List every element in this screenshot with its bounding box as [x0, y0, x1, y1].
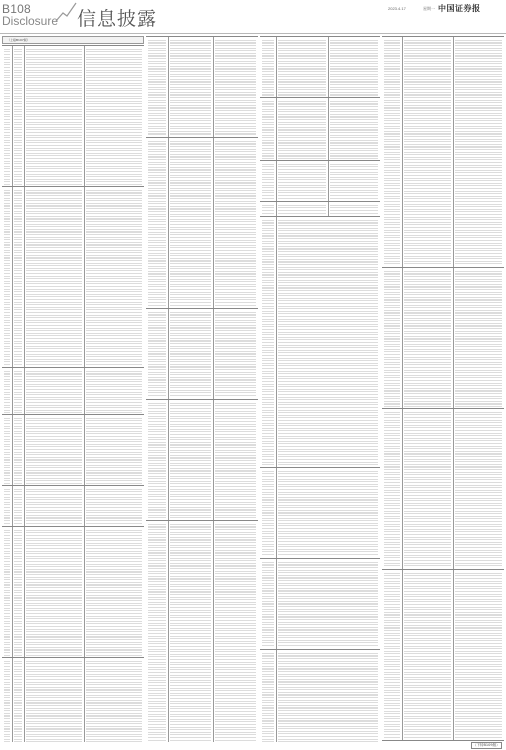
- table-cell: [260, 202, 277, 216]
- cell-text-block: [146, 521, 168, 742]
- cell-text-block: [168, 521, 213, 742]
- table-cell: [260, 161, 277, 201]
- table-cell: [260, 37, 277, 97]
- cell-text-block: [12, 187, 24, 367]
- table-cell: [328, 37, 380, 97]
- cell-text-block: [402, 268, 453, 408]
- cell-text-block: [213, 400, 258, 520]
- table-cell: [453, 37, 504, 267]
- table-row: [260, 202, 380, 217]
- continued-next-page-label: （下转B109版）: [473, 743, 500, 747]
- table-row: [146, 400, 258, 521]
- cell-text-block: [328, 202, 380, 216]
- cell-text-block: [24, 46, 84, 186]
- cell-text-block: [276, 650, 380, 742]
- table-cell: [84, 658, 144, 742]
- cell-text-block: [12, 658, 24, 742]
- table-row: [2, 527, 144, 658]
- cell-text-block: [402, 570, 453, 740]
- cell-text-block: [276, 468, 380, 558]
- table-cell: [213, 309, 258, 399]
- table-cell: [24, 46, 85, 186]
- cell-text-block: [2, 46, 12, 186]
- table-cell: [382, 268, 403, 408]
- table-row: [260, 468, 380, 559]
- cell-text-block: [453, 570, 504, 740]
- cell-text-block: [84, 415, 144, 485]
- cell-text-block: [2, 187, 12, 367]
- amendment-table-3: [260, 36, 380, 742]
- cell-text-block: [2, 368, 12, 414]
- table-cell: [260, 468, 277, 558]
- cell-text-block: [146, 138, 168, 308]
- cell-text-block: [2, 658, 12, 742]
- column-1: [2, 36, 144, 742]
- cell-text-block: [213, 138, 258, 308]
- column-3: [260, 36, 380, 742]
- cell-text-block: [453, 409, 504, 569]
- table-cell: [382, 37, 403, 267]
- table-cell: [24, 658, 85, 742]
- cell-text-block: [12, 46, 24, 186]
- cell-text-block: [84, 658, 144, 742]
- table-cell: [213, 400, 258, 520]
- cell-text-block: [382, 37, 402, 267]
- table-cell: [453, 268, 504, 408]
- table-cell: [276, 98, 329, 160]
- cell-text-block: [260, 98, 276, 160]
- cell-text-block: [84, 187, 144, 367]
- table-cell: [328, 161, 380, 201]
- cell-text-block: [84, 46, 144, 186]
- cell-text-block: [84, 368, 144, 414]
- table-cell: [276, 37, 329, 97]
- cell-text-block: [276, 98, 328, 160]
- cell-text-block: [24, 368, 84, 414]
- table-cell: [168, 37, 214, 137]
- table-cell: [168, 521, 214, 742]
- table-cell: [168, 400, 214, 520]
- cell-text-block: [260, 37, 276, 97]
- cell-text-block: [260, 161, 276, 201]
- cell-text-block: [146, 37, 168, 137]
- table-cell: [276, 559, 380, 649]
- table-row: [146, 37, 258, 138]
- table-row: [146, 309, 258, 400]
- column-4: [382, 36, 504, 742]
- cell-text-block: [453, 37, 504, 267]
- cell-text-block: [168, 37, 213, 137]
- table-cell: [213, 521, 258, 742]
- cell-text-block: [213, 37, 258, 137]
- section-title-zh: 信息披露: [77, 8, 158, 30]
- table-cell: [402, 409, 454, 569]
- cell-text-block: [168, 309, 213, 399]
- table-row: [2, 658, 144, 742]
- cell-text-block: [2, 415, 12, 485]
- cell-text-block: [12, 368, 24, 414]
- table-row: [260, 161, 380, 202]
- cell-text-block: [24, 415, 84, 485]
- cell-text-block: [402, 409, 453, 569]
- cell-text-block: [146, 309, 168, 399]
- amendment-table-1: [2, 45, 144, 742]
- table-row: [382, 570, 504, 741]
- table-cell: [453, 409, 504, 569]
- table-row: [260, 217, 380, 468]
- table-cell: [260, 559, 277, 649]
- table-row: [382, 409, 504, 570]
- table-cell: [84, 527, 144, 657]
- cell-text-block: [276, 161, 328, 201]
- table-cell: [213, 138, 258, 308]
- table-cell: [382, 409, 403, 569]
- table-cell: [168, 309, 214, 399]
- table-cell: [84, 187, 144, 367]
- table-row: [260, 37, 380, 98]
- cell-text-block: [260, 468, 276, 558]
- issue-weekday: 星期一: [423, 6, 435, 11]
- cell-text-block: [24, 187, 84, 367]
- cell-text-block: [453, 268, 504, 408]
- cell-text-block: [276, 217, 380, 467]
- newspaper-masthead: 中国证券报: [438, 3, 481, 13]
- page-header: [0, 0, 506, 30]
- table-row: [260, 559, 380, 650]
- cell-text-block: [328, 98, 380, 160]
- table-cell: [276, 217, 380, 467]
- cell-text-block: [276, 559, 380, 649]
- table-cell: [146, 138, 169, 308]
- table-cell: [260, 650, 277, 742]
- table-cell: [328, 98, 380, 160]
- column-1-continuation-label: （上接B107版）: [2, 36, 144, 44]
- table-cell: [276, 468, 380, 558]
- table-cell: [276, 202, 329, 216]
- disclosure-content: [2, 36, 504, 748]
- table-row: [2, 368, 144, 415]
- table-cell: [24, 415, 85, 485]
- cell-text-block: [84, 527, 144, 657]
- cell-text-block: [213, 521, 258, 742]
- cell-text-block: [260, 217, 276, 467]
- table-row: [382, 268, 504, 409]
- amendment-table-4: [382, 36, 504, 741]
- cell-text-block: [146, 400, 168, 520]
- table-row: [260, 650, 380, 742]
- table-row: [260, 98, 380, 161]
- cell-text-block: [24, 486, 84, 526]
- cell-text-block: [402, 37, 453, 267]
- cell-text-block: [12, 527, 24, 657]
- table-cell: [24, 187, 85, 367]
- table-cell: [146, 400, 169, 520]
- cell-text-block: [328, 161, 380, 201]
- cell-text-block: [276, 37, 328, 97]
- table-row: [2, 486, 144, 527]
- table-cell: [213, 37, 258, 137]
- cell-text-block: [12, 486, 24, 526]
- column-2: [146, 36, 258, 742]
- table-cell: [146, 309, 169, 399]
- table-row: [2, 46, 144, 187]
- table-cell: [402, 570, 454, 740]
- cell-text-block: [84, 486, 144, 526]
- cell-text-block: [382, 570, 402, 740]
- cell-text-block: [260, 202, 276, 216]
- table-cell: [24, 368, 85, 414]
- section-name-en: Disclosure: [2, 14, 59, 28]
- cell-text-block: [24, 527, 84, 657]
- trend-line-icon: [55, 1, 77, 23]
- header-rule: [0, 33, 506, 34]
- cell-text-block: [260, 559, 276, 649]
- cell-text-block: [260, 650, 276, 742]
- table-cell: [260, 217, 277, 467]
- table-cell: [382, 570, 403, 740]
- table-cell: [24, 486, 85, 526]
- table-cell: [168, 138, 214, 308]
- page-code: B108: [2, 2, 31, 16]
- table-cell: [84, 368, 144, 414]
- cell-text-block: [168, 138, 213, 308]
- table-row: [382, 37, 504, 268]
- table-cell: [328, 202, 380, 216]
- table-cell: [276, 161, 329, 201]
- table-cell: [402, 37, 454, 267]
- table-cell: [84, 46, 144, 186]
- table-cell: [146, 37, 169, 137]
- table-cell: [453, 570, 504, 740]
- table-cell: [260, 98, 277, 160]
- amendment-table-2: [146, 36, 258, 742]
- table-cell: [146, 521, 169, 742]
- table-cell: [276, 650, 380, 742]
- table-row: [146, 521, 258, 742]
- table-row: [2, 415, 144, 486]
- table-row: [2, 187, 144, 368]
- cell-text-block: [2, 486, 12, 526]
- cell-text-block: [24, 658, 84, 742]
- cell-text-block: [328, 37, 380, 97]
- cell-text-block: [276, 202, 328, 216]
- cell-text-block: [168, 400, 213, 520]
- table-cell: [84, 415, 144, 485]
- cell-text-block: [2, 527, 12, 657]
- table-row: [146, 138, 258, 309]
- table-cell: [24, 527, 85, 657]
- issue-date: 2023.4.17: [388, 6, 406, 11]
- table-cell: [402, 268, 454, 408]
- cell-text-block: [382, 409, 402, 569]
- cell-text-block: [213, 309, 258, 399]
- cell-text-block: [12, 415, 24, 485]
- cell-text-block: [382, 268, 402, 408]
- table-cell: [84, 486, 144, 526]
